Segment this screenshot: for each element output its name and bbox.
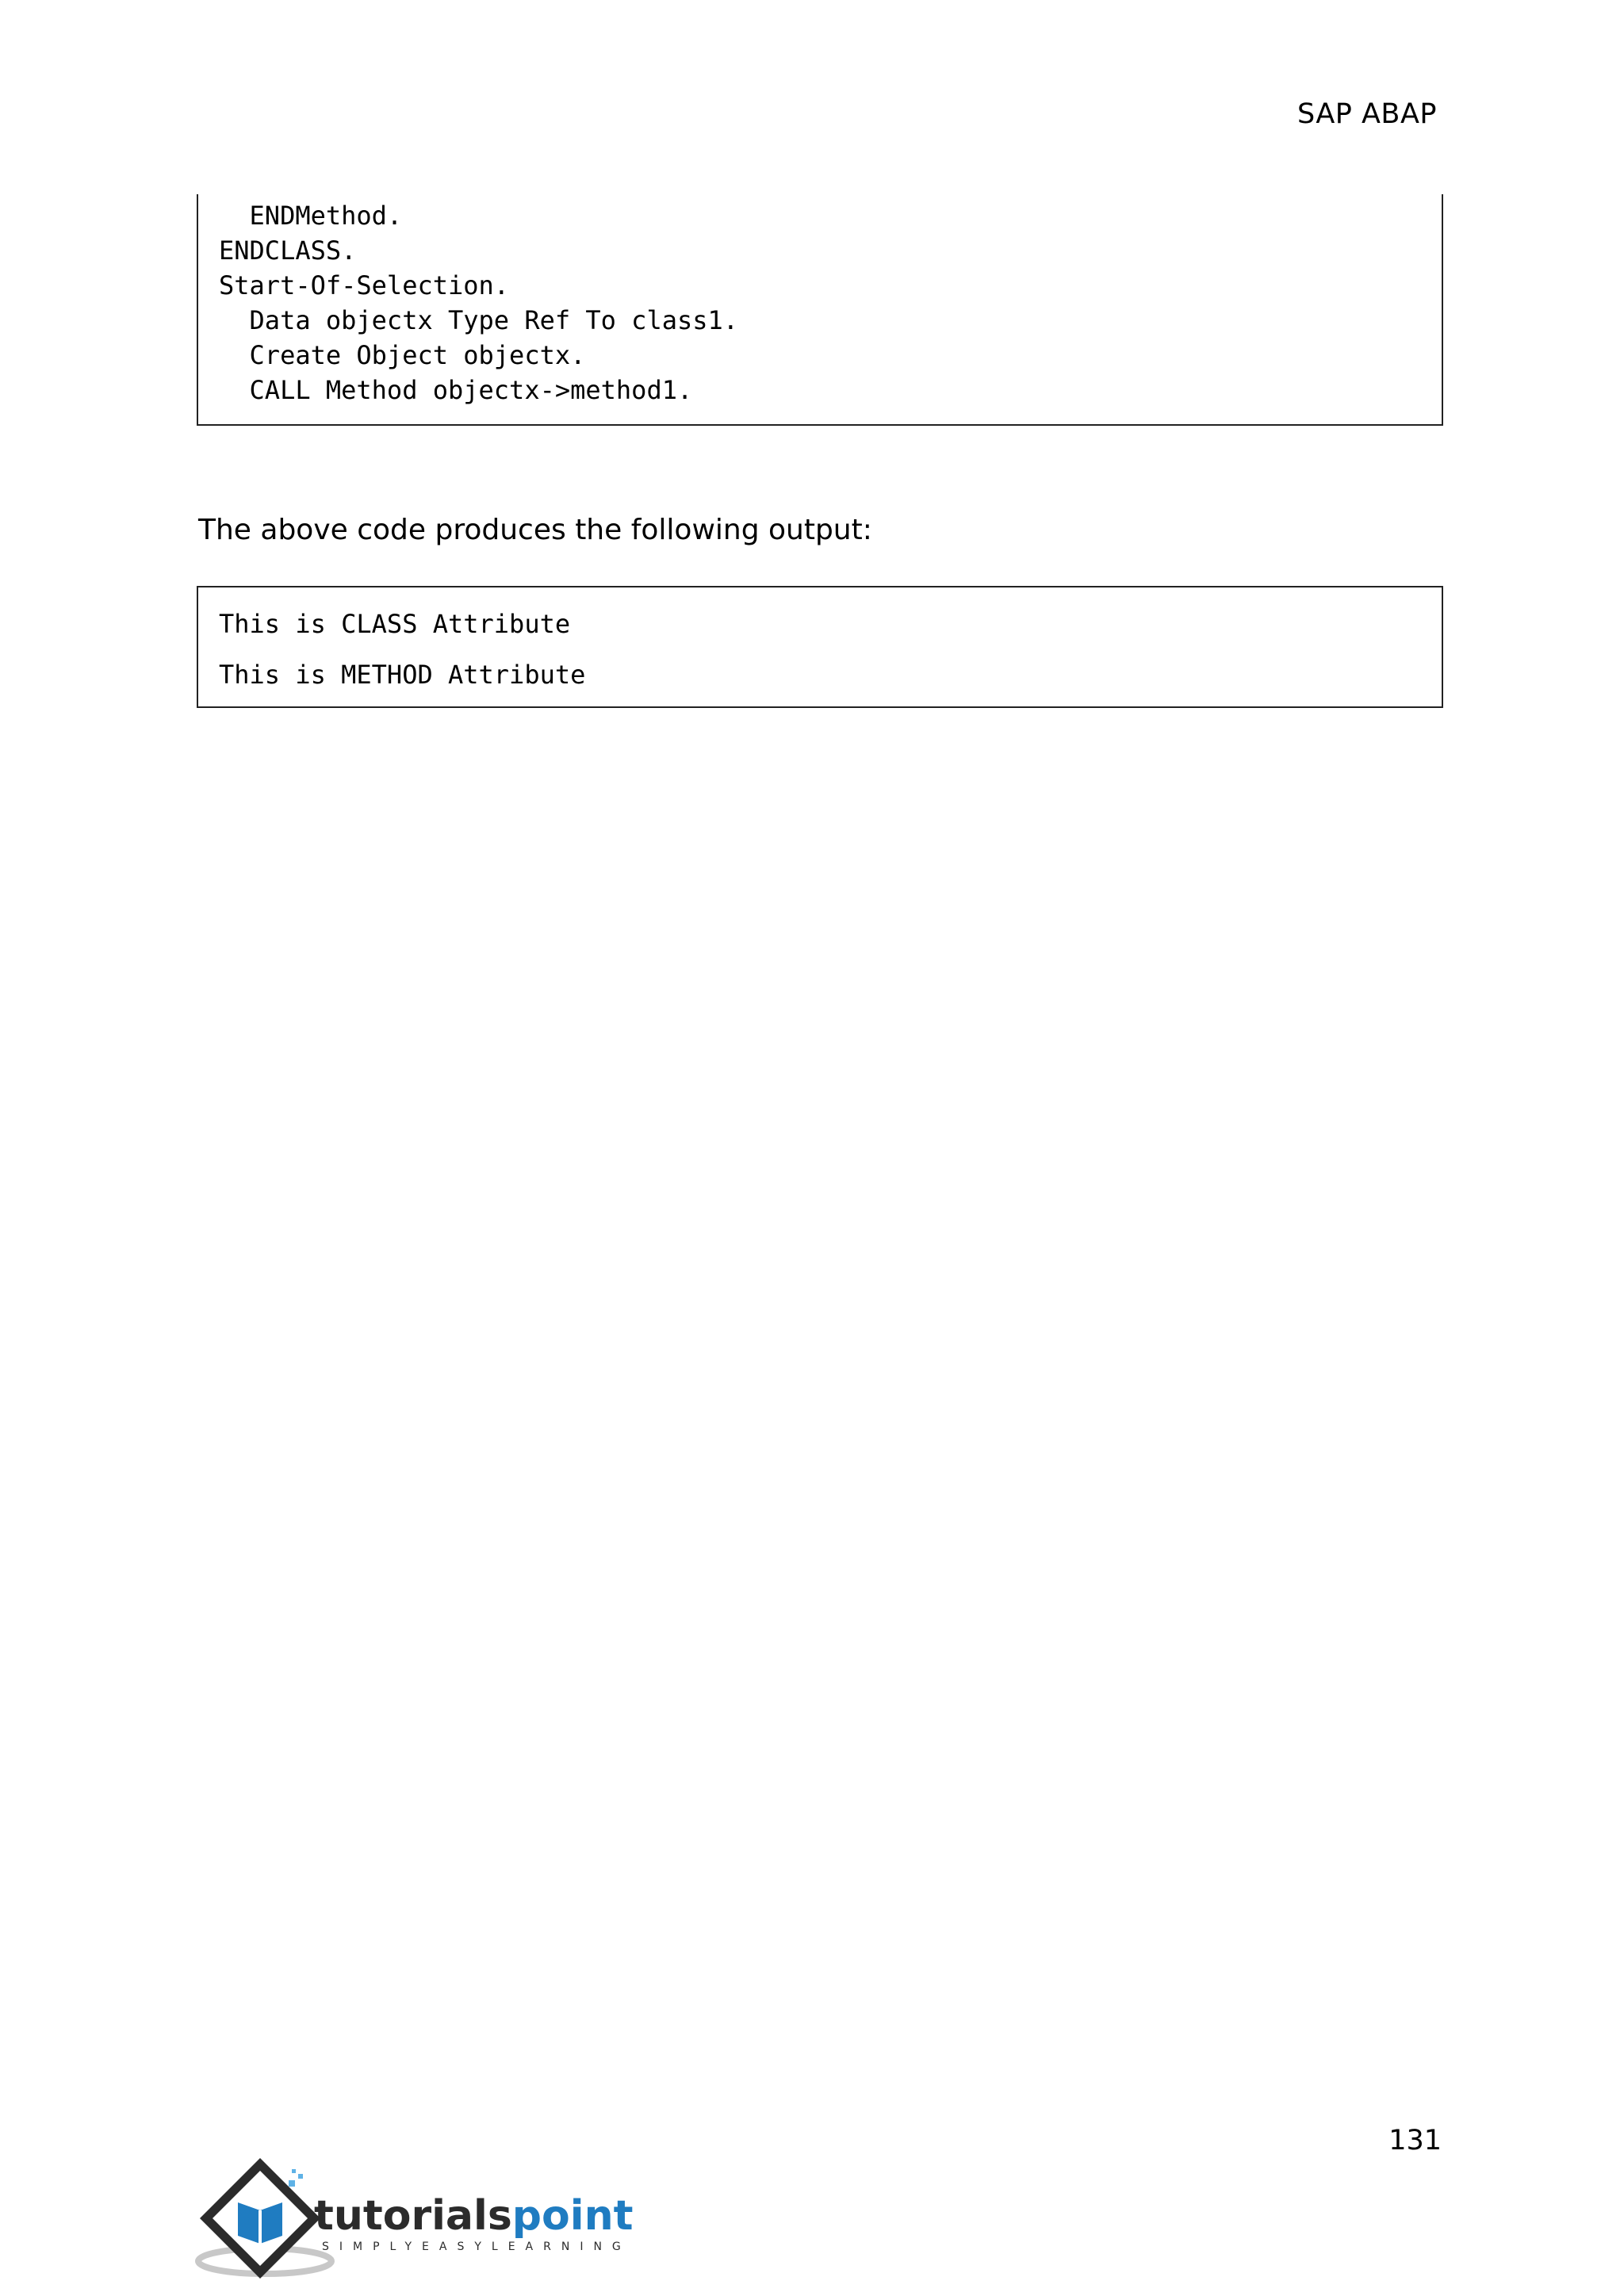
code-line: Start-Of-Selection.	[219, 270, 510, 300]
logo-wordmark-part1: tutorials	[314, 2192, 512, 2240]
logo-spark-3	[292, 2169, 296, 2173]
output-line: This is CLASS Attribute	[219, 609, 571, 639]
logo-tagline: SIMPLYEASYLEARNING	[322, 2241, 631, 2253]
page-number: 131	[1388, 2125, 1442, 2156]
logo-wordmark	[314, 2192, 633, 2240]
logo-spark-2	[298, 2174, 303, 2179]
output-block	[197, 586, 1443, 708]
code-line: Data objectx Type Ref To class1.	[219, 305, 739, 335]
running-header-title: SAP ABAP	[1297, 98, 1437, 130]
logo-spark-1	[289, 2180, 295, 2187]
code-line: Create Object objectx.	[219, 340, 586, 370]
code-line: ENDMethod.	[219, 201, 403, 231]
tutorialspoint-logo	[195, 2153, 639, 2280]
output-line: This is METHOD Attribute	[219, 660, 586, 690]
code-block-continued	[197, 194, 1443, 426]
code-line: ENDCLASS.	[219, 235, 357, 266]
code-line: CALL Method objectx->method1.	[219, 375, 693, 405]
logo-wordmark-part2: point	[511, 2192, 634, 2240]
body-paragraph: The above code produces the following output:	[198, 514, 872, 546]
